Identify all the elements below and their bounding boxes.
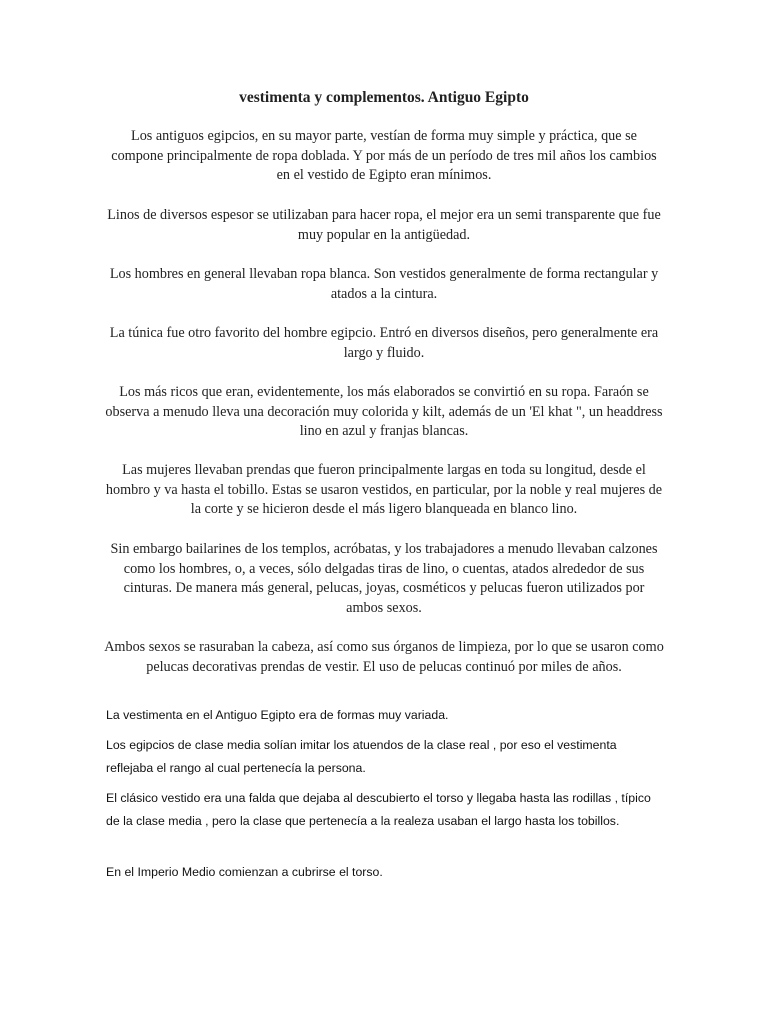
paragraph-men: Los hombres en general llevaban ropa blanca. Son vestidos generalmente de forma rectangular y atados a la cintura.	[109, 266, 659, 302]
paragraph-wealthy: Los más ricos que eran, evidentemente, los más elaborados se convirtió en su ropa. Faraón se observa a menudo lleva una decoración muy colorida y kilt, además de un 'El khat ", un headdress lino en azul y franjas blancas.	[105, 384, 663, 439]
paragraph-middle-kingdom: En el Imperio Medio comienzan a cubrirse el torso.	[106, 865, 383, 879]
paragraph-classic-dress: El clásico vestido era una falda que dejaba al descubierto el torso y llegaba hasta las rodillas , típico de la clase media , pero la clase que pertenecía a la realeza usaban el largo hasta los tobillos.	[106, 791, 651, 828]
paragraph-tunic: La túnica fue otro favorito del hombre egipcio. Entró en diversos diseños, pero generalmente era largo y fluido.	[109, 325, 659, 361]
paragraph-women: Las mujeres llevaban prendas que fueron principalmente largas en toda su longitud, desde el hombro y va hasta el tobillo. Estas se usaron vestidos, en particular, por la noble y real mujeres de la corte y se hicieron desde el más ligero blanqueada en blanco lino.	[105, 462, 663, 517]
paragraph-intro: Los antiguos egipcios, en su mayor parte, vestían de forma muy simple y práctica, que se compone principalmente de ropa doblada. Y por más de un período de tres mil años los cambios en el vestido de Egipto eran mínimos.	[111, 128, 657, 183]
paragraph-variety: La vestimenta en el Antiguo Egipto era de formas muy variada.	[106, 708, 449, 722]
document-title: vestimenta y complementos. Antiguo Egipto	[239, 89, 529, 106]
paragraph-linen: Linos de diversos espesor se utilizaban para hacer ropa, el mejor era un semi transparente que fue muy popular en la antigüedad.	[107, 207, 661, 243]
paragraph-dancers: Sin embargo bailarines de los templos, acróbatas, y los trabajadores a menudo llevaban calzones como los hombres, o, a veces, sólo delgadas tiras de lino, o cuentas, atados alrededor de sus cinturas. De manera más general, pelucas, joyas, cosméticos y pelucas fueron utilizados por ambos sexos.	[110, 541, 658, 616]
paragraph-middle-class: Los egipcios de clase media solían imitar los atuendos de la clase real , por eso el vestimenta reflejaba el rango al cual pertenecía la persona.	[106, 738, 617, 775]
paragraph-wigs: Ambos sexos se rasuraban la cabeza, así como sus órganos de limpieza, por lo que se usaron como pelucas decorativas prendas de vestir. El uso de pelucas continuó por miles de años.	[104, 639, 664, 675]
